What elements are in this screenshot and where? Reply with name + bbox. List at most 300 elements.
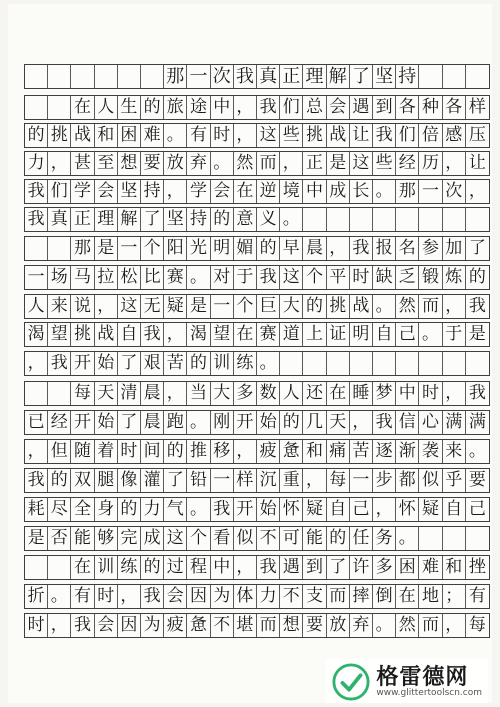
text-row	[24, 497, 490, 522]
grid-cell: 在	[234, 180, 257, 203]
grid-cell: 摔	[350, 585, 373, 608]
grid-cell: 真	[48, 208, 71, 231]
grid-cell: 渴	[187, 323, 210, 346]
text-row	[24, 236, 490, 261]
grid-cell: 个	[303, 266, 326, 289]
grid-cell: 平	[327, 266, 350, 289]
grid-cell: ，	[164, 180, 187, 203]
grid-cell: 袭	[419, 440, 442, 463]
grid-cell: 可	[280, 527, 303, 550]
grid-cell: 疲	[164, 614, 187, 637]
grid-cell: 一	[350, 469, 373, 492]
grid-cell: 天	[95, 382, 118, 405]
grid-cell: 步	[373, 469, 396, 492]
grid-cell: ，	[234, 556, 257, 579]
grid-cell: 。	[373, 614, 396, 637]
grid-cell	[373, 352, 396, 375]
grid-cell	[25, 237, 48, 260]
grid-cell: 气	[164, 498, 187, 521]
grid-cell: 刚	[211, 411, 234, 434]
grid-cell: 艰	[141, 352, 164, 375]
grid-cell: 地	[419, 585, 442, 608]
grid-cell	[443, 208, 466, 231]
grid-cell: 睡	[350, 382, 373, 405]
grid-cell: 来	[48, 295, 71, 318]
watermark-site-url: www.glittertoolscn.com	[376, 687, 482, 698]
grid-cell: 晨	[303, 237, 326, 260]
grid-cell: 到	[303, 556, 326, 579]
grid-cell: 的	[118, 498, 141, 521]
grid-cell: 到	[373, 96, 396, 119]
grid-cell: 这	[257, 124, 280, 147]
grid-cell: 时	[118, 440, 141, 463]
grid-cell: 自	[327, 498, 350, 521]
grid-cell: 甚	[71, 152, 94, 175]
grid-cell: 困	[396, 556, 419, 579]
grid-cell: 。	[373, 180, 396, 203]
grid-cell: 惫	[280, 440, 303, 463]
grid-cell	[396, 208, 419, 231]
grid-cell: ，	[303, 469, 326, 492]
grid-cell: 多	[373, 556, 396, 579]
grid-cell: 的	[25, 124, 48, 147]
grid-cell: 晨	[141, 382, 164, 405]
grid-cell: 我	[257, 96, 280, 119]
grid-cell: 报	[373, 237, 396, 260]
grid-cell: 铅	[187, 469, 210, 492]
grid-cell: 巨	[257, 295, 280, 318]
grid-cell: 人	[25, 295, 48, 318]
grid-cell: 倒	[373, 585, 396, 608]
grid-cell: 理	[95, 208, 118, 231]
grid-cell	[48, 382, 71, 405]
grid-cell: 惫	[187, 614, 210, 637]
grid-cell: 会	[95, 614, 118, 637]
grid-cell: 当	[187, 382, 210, 405]
grid-cell: 遇	[350, 96, 373, 119]
grid-cell	[443, 65, 466, 88]
text-row	[24, 555, 490, 580]
grid-cell: 些	[373, 152, 396, 175]
grid-cell: 倍	[419, 124, 442, 147]
grid-cell: 我	[48, 352, 71, 375]
grid-cell: ，	[48, 614, 71, 637]
grid-cell	[466, 527, 489, 550]
grid-cell: 的	[280, 411, 303, 434]
grid-cell: 旅	[164, 96, 187, 119]
grid-cell: 堪	[234, 614, 257, 637]
grid-cell: 炼	[443, 266, 466, 289]
grid-cell: 开	[234, 411, 257, 434]
grid-cell: 人	[95, 96, 118, 119]
grid-cell: 疑	[303, 498, 326, 521]
grid-cell: 放	[164, 152, 187, 175]
site-logo-icon	[332, 663, 370, 701]
grid-cell: 意	[234, 208, 257, 231]
grid-cell: 有	[71, 585, 94, 608]
grid-cell: 个	[141, 237, 164, 260]
grid-cell: 时	[95, 585, 118, 608]
grid-cell: 一	[419, 180, 442, 203]
grid-cell: ，	[443, 295, 466, 318]
grid-cell: 持	[396, 65, 419, 88]
text-row	[24, 207, 490, 232]
grid-cell: 跑	[164, 411, 187, 434]
grid-cell: 光	[187, 237, 210, 260]
grid-cell: 然	[396, 614, 419, 637]
grid-cell: 不	[211, 614, 234, 637]
grid-cell: 正	[71, 208, 94, 231]
grid-cell: 坚	[164, 208, 187, 231]
grid-cell: 折	[25, 585, 48, 608]
grid-cell: 而	[327, 585, 350, 608]
grid-cell: 解	[327, 65, 350, 88]
grid-cell: 要	[141, 152, 164, 175]
grid-cell: 一	[187, 65, 210, 88]
grid-cell: 至	[95, 152, 118, 175]
grid-cell: 是	[95, 237, 118, 260]
grid-cell: 我	[141, 585, 164, 608]
grid-cell: 我	[25, 208, 48, 231]
grid-cell: 有	[468, 586, 486, 606]
grid-cell: 因	[187, 585, 210, 608]
grid-cell	[466, 208, 489, 231]
grid-cell: 。	[187, 266, 210, 289]
grid-cell	[303, 208, 326, 231]
grid-cell: 练	[118, 556, 141, 579]
grid-cell: 我	[468, 383, 486, 403]
grid-cell	[419, 208, 442, 231]
grid-cell: 都	[396, 469, 419, 492]
grid-cell: 痛	[327, 440, 350, 463]
grid-cell	[373, 208, 396, 231]
grid-cell: 这	[280, 266, 303, 289]
grid-cell: 梦	[373, 382, 396, 405]
grid-cell: ，	[280, 152, 303, 175]
grid-cell: 境	[280, 180, 303, 203]
grid-cell: 让	[468, 153, 486, 173]
grid-cell: 对	[211, 266, 234, 289]
grid-cell: 我	[71, 614, 94, 637]
grid-cell: 满	[468, 412, 486, 432]
grid-cell: 腿	[95, 469, 118, 492]
grid-cell: ，	[443, 382, 466, 405]
grid-cell: 的	[327, 527, 350, 550]
grid-cell	[396, 352, 419, 375]
grid-cell: 坚	[373, 65, 396, 88]
text-row	[24, 381, 490, 406]
grid-cell: 中	[303, 180, 326, 203]
grid-cell: 在	[327, 382, 350, 405]
grid-cell: ，	[350, 411, 373, 434]
grid-cell	[350, 208, 373, 231]
grid-cell: 自	[373, 323, 396, 346]
grid-cell: ，	[234, 440, 257, 463]
grid-cell: 我	[373, 124, 396, 147]
grid-cell: 在	[396, 585, 419, 608]
grid-cell: 我	[234, 65, 257, 88]
text-row	[24, 123, 490, 148]
grid-cell: 道	[280, 323, 303, 346]
grid-cell	[141, 65, 164, 88]
grid-cell	[95, 65, 118, 88]
grid-cell	[71, 65, 94, 88]
grid-cell: 次	[211, 65, 234, 88]
grid-cell: 那	[71, 237, 94, 260]
grid-cell: 。	[280, 208, 303, 231]
grid-cell: 疑	[419, 498, 442, 521]
grid-cell: 体	[234, 585, 257, 608]
grid-cell: 而	[419, 295, 442, 318]
grid-cell: 挑	[327, 295, 350, 318]
grid-cell: ，	[95, 295, 118, 318]
grid-cell: 移	[211, 440, 234, 463]
grid-cell: 力	[141, 498, 164, 521]
grid-cell: 。	[419, 323, 442, 346]
grid-cell: 难	[419, 556, 442, 579]
grid-cell: 心	[419, 411, 442, 434]
grid-cell: 训	[211, 352, 234, 375]
grid-cell	[419, 65, 442, 88]
grid-cell: 总	[303, 96, 326, 119]
grid-cell: 我	[211, 498, 234, 521]
grid-cell: 乎	[443, 469, 466, 492]
grid-cell: 每	[468, 615, 486, 635]
grid-cell: ，	[164, 382, 187, 405]
grid-cell: 似	[419, 469, 442, 492]
grid-cell: 拉	[95, 266, 118, 289]
grid-cell: 是	[187, 295, 210, 318]
grid-cell: 苦	[350, 440, 373, 463]
text-row	[24, 351, 490, 376]
grid-cell: 程	[187, 556, 210, 579]
grid-cell: 双	[71, 469, 94, 492]
grid-cell: 间	[141, 440, 164, 463]
grid-cell	[25, 382, 48, 405]
grid-cell: 力	[25, 152, 48, 175]
grid-cell: 了	[118, 352, 141, 375]
grid-cell: 途	[187, 96, 210, 119]
grid-cell: 人	[280, 382, 303, 405]
grid-cell: 看	[211, 527, 234, 550]
grid-cell: 为	[141, 614, 164, 637]
grid-cell: 挫	[468, 557, 486, 577]
grid-cell	[48, 556, 71, 579]
text-row	[24, 322, 490, 347]
grid-cell: 一	[118, 237, 141, 260]
grid-cell: 多	[234, 382, 257, 405]
grid-cell	[327, 208, 350, 231]
grid-cell: 练	[234, 352, 257, 375]
grid-cell: 己	[468, 499, 486, 519]
grid-cell: 重	[280, 469, 303, 492]
grid-cell: 这	[350, 152, 373, 175]
grid-cell: 在	[234, 323, 257, 346]
grid-cell: 己	[350, 498, 373, 521]
grid-cell	[48, 96, 71, 119]
grid-cell: 缺	[373, 266, 396, 289]
grid-cell	[443, 527, 466, 550]
grid-cell	[350, 352, 373, 375]
text-row	[24, 410, 490, 435]
grid-cell: 是	[25, 527, 48, 550]
grid-cell: 过	[164, 556, 187, 579]
grid-cell: 媚	[234, 237, 257, 260]
grid-cell: 训	[95, 556, 118, 579]
grid-cell: 许	[350, 556, 373, 579]
grid-cell: 战	[71, 124, 94, 147]
grid-cell: 。	[257, 352, 280, 375]
grid-cell: 能	[303, 527, 326, 550]
grid-cell: 而	[257, 152, 280, 175]
grid-cell: 的	[48, 469, 71, 492]
grid-cell: 有	[187, 124, 210, 147]
grid-cell: 开	[71, 411, 94, 434]
grid-cell: 中	[396, 382, 419, 405]
grid-cell: ，	[234, 124, 257, 147]
grid-cell: 始	[95, 411, 118, 434]
grid-cell: 战	[350, 295, 373, 318]
grid-cell: 我	[257, 266, 280, 289]
grid-cell: 自	[443, 498, 466, 521]
grid-cell: 了	[164, 469, 187, 492]
grid-cell: ，	[25, 440, 48, 463]
grid-cell: 务	[373, 527, 396, 550]
grid-cell: 。	[396, 527, 419, 550]
text-row	[24, 468, 490, 493]
grid-cell: 一	[25, 266, 48, 289]
grid-cell: 几	[303, 411, 326, 434]
grid-cell: 疲	[257, 440, 280, 463]
title-row	[24, 64, 490, 89]
grid-cell: 大	[280, 295, 303, 318]
grid-cell: 理	[303, 65, 326, 88]
grid-cell: 无	[141, 295, 164, 318]
grid-cell: 个	[187, 527, 210, 550]
grid-cell: 我	[257, 556, 280, 579]
grid-cell	[419, 352, 442, 375]
grid-cell: 加	[443, 237, 466, 260]
grid-cell: 生	[118, 96, 141, 119]
grid-cell: 的	[211, 208, 234, 231]
text-row	[24, 294, 490, 319]
grid-cell: 义	[257, 208, 280, 231]
grid-cell: 自	[118, 323, 141, 346]
grid-cell	[419, 527, 442, 550]
grid-cell: 名	[396, 237, 419, 260]
grid-cell: 挑	[48, 124, 71, 147]
grid-cell: 时	[350, 266, 373, 289]
grid-cell: 遇	[280, 556, 303, 579]
grid-cell: 我	[373, 411, 396, 434]
grid-cell: 怀	[396, 498, 419, 521]
grid-cell: 疑	[164, 295, 187, 318]
text-row	[24, 439, 490, 464]
grid-cell: 赛	[164, 266, 187, 289]
grid-cell: 弃	[350, 614, 373, 637]
grid-cell: 马	[71, 266, 94, 289]
grid-cell: 任	[350, 527, 373, 550]
text-row	[24, 584, 490, 609]
grid-cell: 样	[468, 97, 486, 117]
grid-cell: 想	[118, 152, 141, 175]
grid-cell: 们	[280, 96, 303, 119]
grid-cell: 的	[303, 295, 326, 318]
grid-cell: 的	[141, 556, 164, 579]
grid-cell: 些	[280, 124, 303, 147]
grid-cell: 推	[187, 440, 210, 463]
grid-cell: 不	[257, 527, 280, 550]
grid-cell: 一	[211, 469, 234, 492]
grid-cell: 于	[234, 266, 257, 289]
grid-cell: 会	[164, 585, 187, 608]
grid-cell: 上	[303, 323, 326, 346]
grid-cell: 时	[419, 382, 442, 405]
grid-cell: 和	[303, 440, 326, 463]
grid-cell: 。	[373, 295, 396, 318]
grid-cell: 数	[257, 382, 280, 405]
grid-cell: 清	[118, 382, 141, 405]
grid-cell: 说	[71, 295, 94, 318]
grid-cell: 样	[234, 469, 257, 492]
grid-cell: 然	[234, 152, 257, 175]
grid-cell: 各	[443, 96, 466, 119]
grid-cell: 会	[327, 96, 350, 119]
grid-cell: 锻	[419, 266, 442, 289]
grid-cell: 在	[71, 96, 94, 119]
grid-cell: ，	[234, 96, 257, 119]
grid-cell: 松	[118, 266, 141, 289]
grid-cell: 我	[25, 180, 48, 203]
grid-cell: 怀	[280, 498, 303, 521]
grid-cell: 成	[141, 527, 164, 550]
grid-cell: 明	[211, 237, 234, 260]
grid-cell: 我	[25, 469, 48, 492]
grid-cell: 持	[141, 180, 164, 203]
grid-cell: 完	[118, 527, 141, 550]
grid-cell	[25, 65, 48, 88]
grid-cell: 明	[350, 323, 373, 346]
grid-cell: 于	[443, 323, 466, 346]
grid-cell: 晨	[141, 411, 164, 434]
grid-cell: 而	[419, 614, 442, 637]
grid-cell: 了	[327, 556, 350, 579]
grid-cell: 放	[327, 614, 350, 637]
grid-cell: 次	[443, 180, 466, 203]
text-row	[24, 265, 490, 290]
grid-cell: 苦	[164, 352, 187, 375]
grid-cell: 己	[396, 323, 419, 346]
grid-cell: 弃	[187, 152, 210, 175]
grid-cell: 难	[141, 124, 164, 147]
grid-cell: 个	[234, 295, 257, 318]
grid-cell: 来	[443, 440, 466, 463]
grid-cell: 赛	[257, 323, 280, 346]
grid-cell: 信	[396, 411, 419, 434]
grid-cell: 支	[303, 585, 326, 608]
grid-cell: 这	[164, 527, 187, 550]
grid-cell: 学	[71, 180, 94, 203]
grid-cell: 历	[419, 152, 442, 175]
grid-cell: 满	[443, 411, 466, 434]
grid-cell: 早	[280, 237, 303, 260]
grid-cell: 的	[141, 96, 164, 119]
grid-cell: 会	[211, 180, 234, 203]
grid-cell: 正	[303, 152, 326, 175]
grid-cell: 天	[327, 411, 350, 434]
grid-cell: 望	[211, 323, 234, 346]
text-row	[24, 95, 490, 120]
